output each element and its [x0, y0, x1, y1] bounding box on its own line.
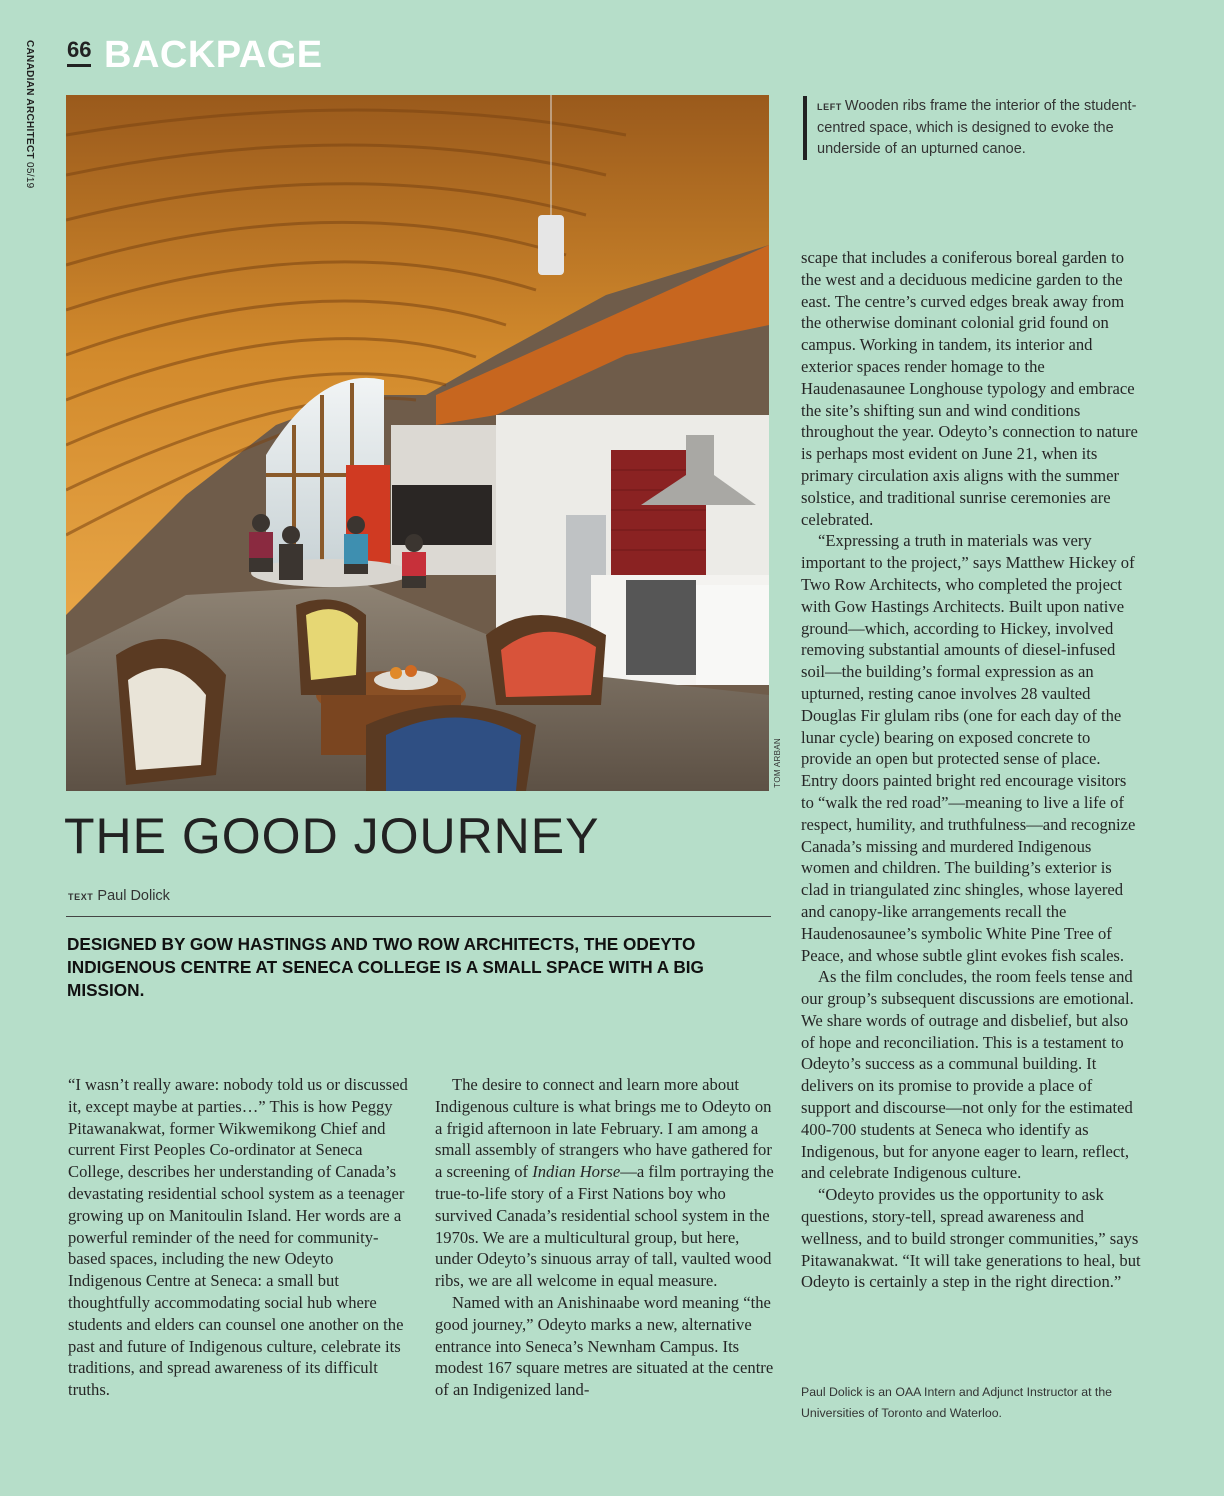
publication-side-label [24, 40, 35, 189]
byline [68, 888, 170, 904]
body-column-1 [68, 1074, 408, 1401]
body-paragraph: Named with an Anishinaabe word meaning “the good journey,” Odeyto marks a new, alternative entrance into Seneca’s Newnham Campus. Its modest 167 square metres are situated at the centre of an Indigenized land- [435, 1292, 774, 1400]
page-number: 66 [67, 38, 91, 67]
photo-credit: TOM ARBAN [773, 738, 782, 788]
body-paragraph: As the film concludes, the room feels tense and our group’s subsequent discussions are emotional. We share words of outrage and disbelief, but also of hope and reconciliation. This is a testament to Odeyto’s success as a communal building. It delivers on its promise to provide a place of support and discourse—not only for the estimated 400-700 students at Seneca who identify as Indigenous, but for anyone eager to learn, reflect, and celebrate Indigenous culture. [801, 967, 1134, 1183]
body-text: —a film portraying the true-to-life story of a First Nations boy who survived Canada’s residential school system in the 1970s. We are a multicultural group, but here, under Odeyto’s sinuous array of tall, vaulted wood ribs, we are all welcome in equal measure. [435, 1162, 774, 1291]
caption-text: Wooden ribs frame the interior of the student-centred space, which is designed to evoke the underside of an upturned canoe. [817, 98, 1137, 157]
body-paragraph: “I wasn’t really aware: nobody told us or discussed it, except maybe at parties…” This is how Peggy Pitawanakwat, former Wikwemikong Chief and current First Peoples Co-ordinator at Seneca College, describes her understanding of Canada’s devastating residential school system as a teenager growing up on Manitoulin Island. Her words are a powerful reminder of the need for community-based spaces, including the new Odeyto Indigenous Centre at Seneca: a small but thoughtfully accommodating social hub where students and elders can counsel one another on the past and future of Indigenous culture, celebrate its traditions, and spread awareness of its difficult truths. [68, 1075, 408, 1400]
article-deck: DESIGNED BY GOW HASTINGS AND TWO ROW ARCHITECTS, THE ODEYTO INDIGENOUS CENTRE AT SENECA COLLEGE IS A SMALL SPACE WITH A BIG MISSION. [67, 934, 704, 1000]
publication-name: CANADIAN ARCHITECT [24, 40, 35, 159]
body-paragraph: scape that includes a coniferous boreal garden to the west and a deciduous medicine garden to the east. The centre’s curved edges break away from the otherwise dominant colonial grid found on campus. Working in tandem, its interior and exterior spaces render homage to the Haudenasaunee Longhouse typology and embrace the site’s shifting sun and wind conditions throughout the year. Odeyto’s connection to nature is perhaps most evident on June 21, when its primary circulation axis aligns with the summer solstice, and traditional sunrise ceremonies are celebrated. [801, 248, 1138, 529]
film-title: Indian Horse [532, 1162, 621, 1182]
photo-caption [803, 96, 1162, 160]
byline-tag: TEXT [68, 892, 94, 902]
caption-tag: LEFT [817, 102, 842, 112]
title-divider [66, 916, 771, 917]
body-column-3 [801, 247, 1141, 1293]
author-bio [801, 1382, 1131, 1424]
author-bio-text: Paul Dolick is an OAA Intern and Adjunct Instructor at the Universities of Toronto and Waterloo. [801, 1385, 1113, 1420]
section-title: BACKPAGE [104, 34, 323, 76]
body-paragraph: “Expressing a truth in materials was very important to the project,” says Matthew Hickey of Two Row Architects, who completed the project with Gow Hastings Architects. Built upon native ground—which, according to Hickey, involved removing substantial amounts of diesel-infused soil—the building’s formal expression as an upturned, resting canoe involves 28 vaulted Douglas Fir glulam ribs (one for each day of the lunar cycle) bearing on exposed concrete to provide an open but protected sense of place. Entry doors painted bright red encourage visitors to “walk the red road”—meaning to live a life of respect, humility, and truthfulness—and recognize Canada’s missing and murdered Indigenous women and children. The building’s exterior is clad in triangulated zinc shingles, whose layered and canopy-like arrangements recall the Haudenosaunee’s symbolic White Pine Tree of Peace, and whose subtle glint evokes fish scales. [801, 531, 1136, 965]
odeyto-interior-illustration [66, 95, 769, 791]
article-title: THE GOOD JOURNEY [64, 808, 600, 864]
body-paragraph: “Odeyto provides us the opportunity to ask questions, story-tell, spread awareness and wellness, and to build stronger communities,” says Pitawanakwat. “It will take generations to heal, but Odeyto is certainly a step in the right direction.” [801, 1185, 1141, 1292]
body-text: The desire to connect and learn more about Indigenous culture is what brings me to Odeyto on a frigid afternoon in late February. I am among a small assembly of strangers who have gathered for a screening of [435, 1075, 772, 1182]
body-paragraph [435, 1074, 775, 1292]
body-column-2 [435, 1074, 775, 1401]
interior-photo [66, 95, 769, 791]
issue-date: 05/19 [24, 162, 35, 189]
author-name: Paul Dolick [97, 888, 170, 904]
